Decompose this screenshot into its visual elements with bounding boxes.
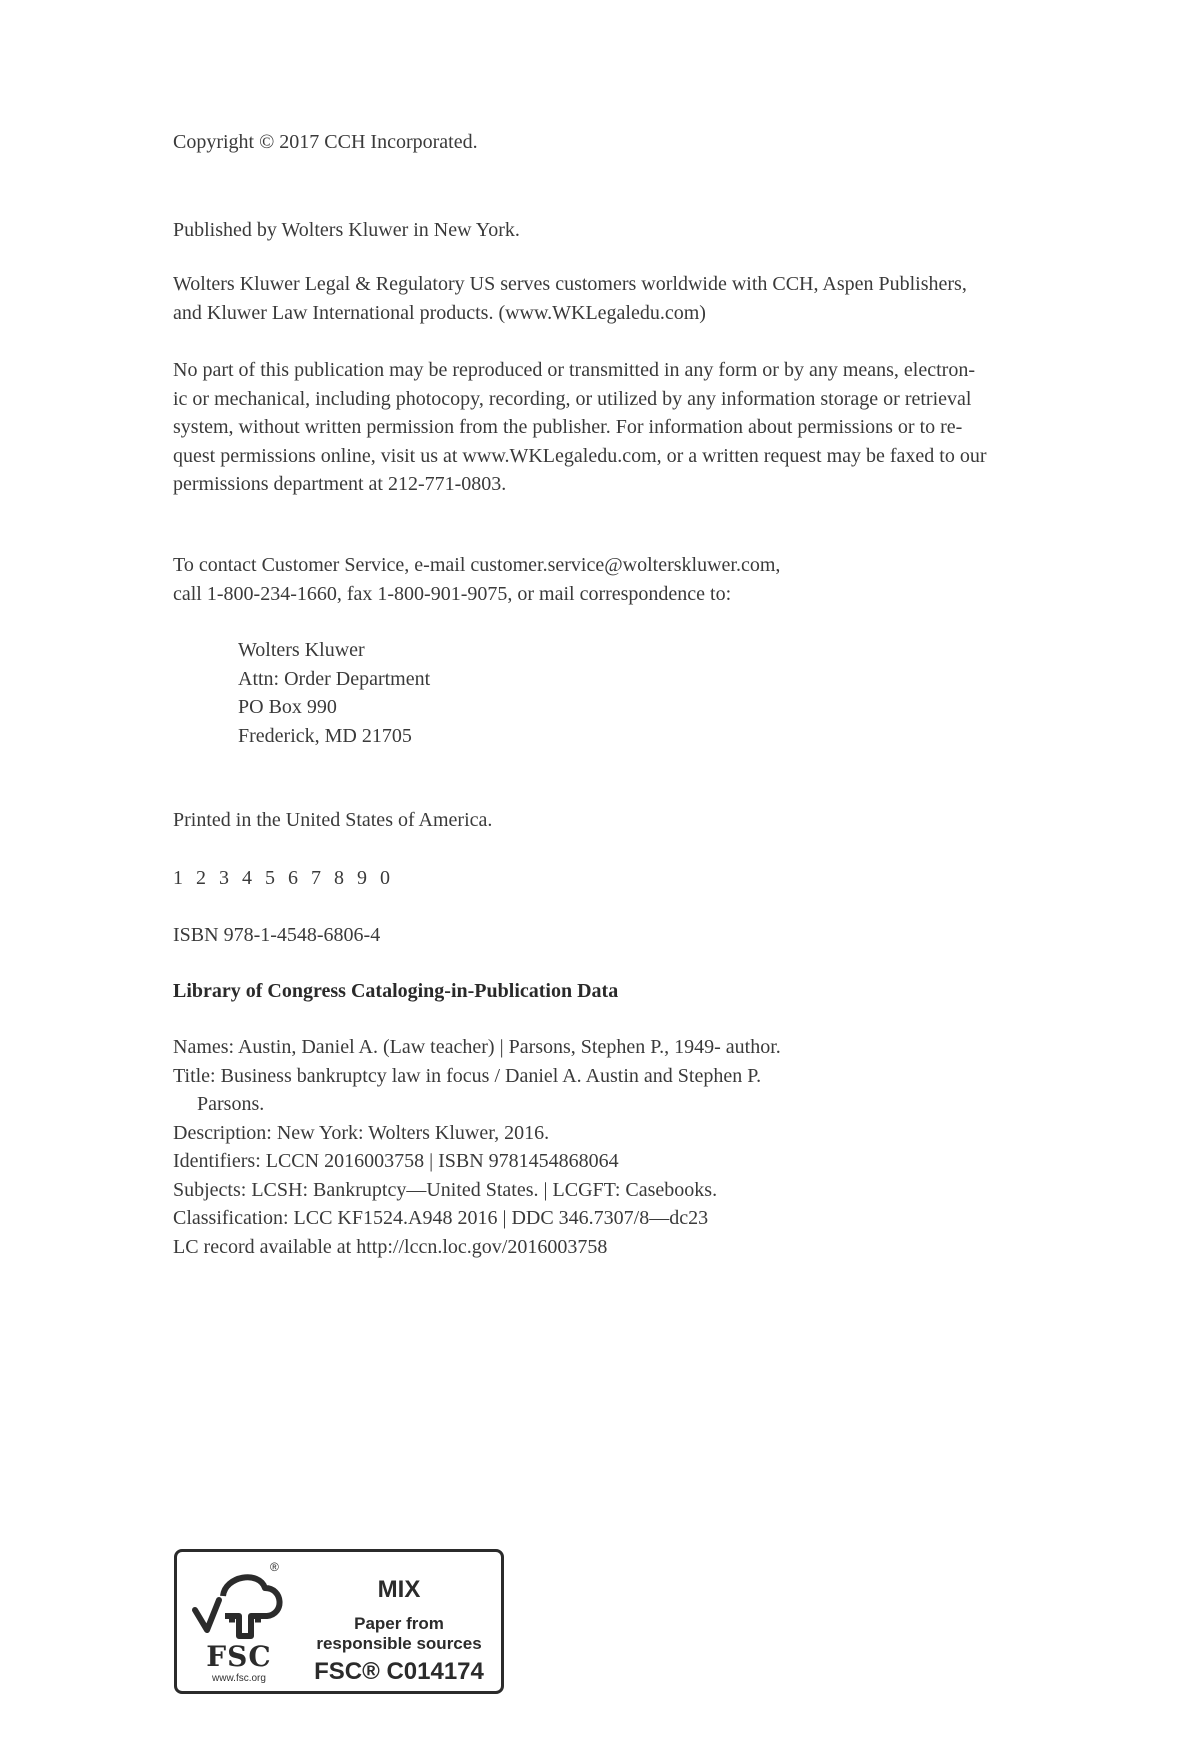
printing-line: 1 2 3 4 5 6 7 8 9 0 bbox=[173, 867, 394, 889]
text-line: responsible sources bbox=[316, 1634, 482, 1653]
text-line: permissions department at 212-771-0803. bbox=[173, 473, 507, 495]
address-line: Wolters Kluwer bbox=[238, 639, 365, 661]
text-line: Paper from bbox=[354, 1614, 444, 1633]
cip-line: Description: New York: Wolters Kluwer, 2016. bbox=[173, 1121, 550, 1144]
cip-line: Identifiers: LCCN 2016003758 | ISBN 9781454868064 bbox=[173, 1150, 619, 1172]
fsc-url: www.fsc.org bbox=[212, 1673, 266, 1684]
publisher-description bbox=[173, 270, 1103, 327]
cip-line: Subjects: LCSH: Bankruptcy—United States. | LCGFT: Casebooks. bbox=[173, 1178, 718, 1201]
cip-line: Parsons. bbox=[197, 1093, 265, 1115]
copyright-notice: Copyright © 2017 CCH Incorporated. bbox=[173, 131, 478, 153]
rights-notice bbox=[173, 356, 1103, 499]
fsc-mix: MIX bbox=[377, 1576, 421, 1603]
published-by: Published by Wolters Kluwer in New York. bbox=[173, 219, 520, 241]
text-line: system, without written permission from the publisher. For information about permissions or to re- bbox=[173, 416, 963, 438]
cip-line: Names: Austin, Daniel A. (Law teacher) | Parsons, Stephen P., 1949- author. bbox=[173, 1036, 781, 1058]
cip-heading: Library of Congress Cataloging-in-Publication Data bbox=[173, 980, 619, 1002]
mailing-address bbox=[173, 636, 430, 750]
fsc-wordmark: FSC bbox=[206, 1640, 272, 1673]
isbn: ISBN 978-1-4548-6806-4 bbox=[173, 924, 381, 946]
cip-data bbox=[173, 1033, 781, 1261]
text-line: quest permissions online, visit us at www.WKLegaledu.com, or a written request may be faxed to our bbox=[173, 444, 987, 467]
fsc-logo bbox=[174, 1549, 504, 1694]
fsc-license-code: FSC® C014174 bbox=[314, 1658, 484, 1685]
text-line: To contact Customer Service, e-mail customer.service@wolterskluwer.com, bbox=[173, 554, 781, 576]
text-line: and Kluwer Law International products. (www.WKLegaledu.com) bbox=[173, 301, 706, 324]
address-line: Attn: Order Department bbox=[238, 667, 431, 690]
cip-line: Classification: LCC KF1524.A948 2016 | DDC 346.7307/8—dc23 bbox=[173, 1207, 709, 1229]
fsc-tree-icon bbox=[189, 1566, 289, 1646]
registered-mark: ® bbox=[270, 1560, 279, 1574]
address-line: PO Box 990 bbox=[238, 696, 337, 718]
fsc-label bbox=[299, 1552, 499, 1692]
text-line: Wolters Kluwer Legal & Regulatory US serves customers worldwide with CCH, Aspen Publishers, bbox=[173, 273, 967, 295]
fsc-paper-text bbox=[299, 1614, 499, 1654]
cip-line: LC record available at http://lccn.loc.gov/2016003758 bbox=[173, 1235, 608, 1258]
printed-in: Printed in the United States of America. bbox=[173, 809, 493, 831]
cip-line: Title: Business bankruptcy law in focus / Daniel A. Austin and Stephen P. bbox=[173, 1064, 762, 1087]
customer-service-contact bbox=[173, 551, 780, 608]
text-line: call 1-800-234-1660, fax 1-800-901-9075, or mail correspondence to: bbox=[173, 582, 732, 605]
text-line: No part of this publication may be reproduced or transmitted in any form or by any means, electron- bbox=[173, 359, 975, 381]
address-line: Frederick, MD 21705 bbox=[238, 724, 412, 747]
text-line: ic or mechanical, including photocopy, recording, or utilized by any information storage or retrieval bbox=[173, 387, 972, 410]
